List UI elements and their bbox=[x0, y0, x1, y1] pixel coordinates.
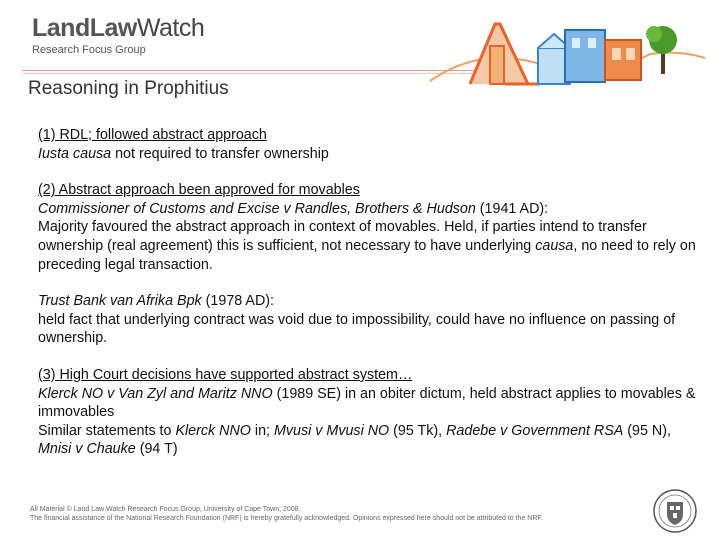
header-divider-light bbox=[22, 73, 482, 74]
header-divider bbox=[22, 70, 482, 71]
case-name: Klerck NNO bbox=[175, 422, 251, 439]
text: not required to transfer ownership bbox=[111, 145, 329, 162]
case-name: Radebe v Government RSA bbox=[446, 422, 624, 439]
text: , no need to rely on preceding legal transaction. bbox=[38, 237, 696, 273]
case-citation bbox=[38, 200, 708, 219]
section-movables bbox=[38, 181, 708, 274]
citation: (94 T) bbox=[135, 441, 178, 458]
footer bbox=[30, 505, 543, 523]
citation: (1941 AD): bbox=[475, 200, 549, 217]
text: in; bbox=[250, 422, 274, 439]
footer-acknowledgement: The financial assistance of the National Research Foundation (NRF) is hereby gratefully acknowledged. Opinions expressed here should not be attributed to the NRF. bbox=[30, 515, 543, 522]
case-name: Commissioner of Customs and Excise v Randles, Brothers & Hudson bbox=[38, 200, 476, 217]
section-rdl bbox=[38, 126, 708, 163]
page-title: Reasoning in Prophitius bbox=[28, 78, 229, 99]
section-high-court bbox=[38, 366, 708, 459]
section-heading: (2) Abstract approach been approved for movables bbox=[38, 182, 360, 199]
term: causa bbox=[535, 237, 574, 254]
footer-copyright: All Material © Land Law Watch Research Focus Group, University of Cape Town, 2008. bbox=[30, 506, 301, 513]
case-name: Klerck NO v Van Zyl and Maritz NNO bbox=[38, 385, 273, 402]
case-citation bbox=[38, 292, 708, 311]
text: Similar statements to bbox=[38, 422, 176, 439]
section-text bbox=[38, 218, 708, 274]
logo-subtitle: Research Focus Group bbox=[32, 44, 146, 56]
case-name: Iusta causa bbox=[38, 145, 112, 162]
logo-watch: Watch bbox=[136, 14, 205, 42]
logo bbox=[32, 14, 204, 56]
houses-illustration-icon bbox=[420, 6, 710, 96]
case-name: Trust Bank van Afrika Bpk bbox=[38, 293, 202, 310]
section-heading: (1) RDL; followed abstract approach bbox=[38, 127, 267, 143]
citation: (95 N), bbox=[623, 422, 671, 439]
section-trust-bank bbox=[38, 292, 708, 348]
university-seal-icon bbox=[652, 488, 698, 534]
section-heading: (3) High Court decisions have supported abstract system… bbox=[38, 366, 413, 383]
case-name: Mnisi v Chauke bbox=[38, 441, 136, 458]
section-text bbox=[38, 145, 708, 164]
text: Majority favoured the abstract approach in context of movables. Held, if parties intend to transfer ownership (real agreement) this is sufficient, not necessary to have underlying bbox=[38, 219, 647, 254]
citation: (1978 AD): bbox=[201, 293, 275, 310]
case-name: Mvusi v Mvusi NO bbox=[273, 422, 390, 439]
logo-title bbox=[32, 14, 204, 42]
logo-land: LandLaw bbox=[32, 14, 137, 42]
section-text: held fact that underlying contract was void due to impossibility, could have no influence on passing of ownership. bbox=[38, 311, 676, 347]
citation: (95 Tk), bbox=[389, 422, 447, 439]
section-text bbox=[38, 385, 708, 422]
section-text bbox=[38, 422, 708, 459]
slide-content bbox=[38, 126, 708, 477]
text: (1989 SE) in an obiter dictum, held abstract applies to movables & immovables bbox=[38, 385, 696, 421]
